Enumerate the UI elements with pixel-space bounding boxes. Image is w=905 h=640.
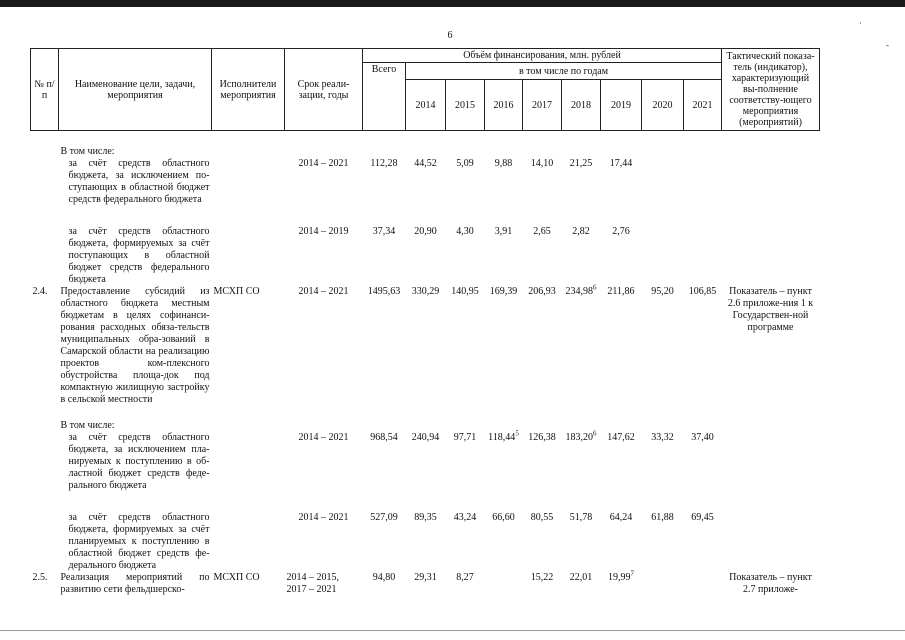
col-header-name: Наименование цели, задачи, мероприятия [59, 49, 212, 131]
row-total: 968,54 [370, 431, 398, 443]
row-period: 2014 – 2021 [298, 157, 349, 169]
row-executor: МСХП СО [213, 285, 260, 297]
row-name: Реализация мероприятий по развитию сети фельдшерско- [60, 571, 210, 595]
scan-speck: · [859, 18, 862, 28]
table-row [31, 131, 820, 158]
row-period: 2014 – 2015, 2017 – 2021 [286, 571, 339, 595]
row-period [285, 131, 363, 158]
row-year-value: 169,39 [489, 285, 518, 297]
row-year-value [446, 406, 485, 432]
table-row [31, 158, 820, 226]
row-year-value: 14,10 [530, 157, 554, 169]
row-executor [212, 158, 285, 226]
row-year-value: 8,27 [456, 571, 474, 583]
row-year-value: 43,24 [453, 511, 477, 523]
scan-speck: - [886, 40, 889, 50]
row-period [285, 406, 363, 432]
row-name: В том числе: [60, 419, 115, 431]
footnote-mark: 5 [515, 429, 519, 438]
row-number [31, 226, 59, 286]
row-year-value: 5,09 [456, 157, 474, 169]
col-header-year: 2021 [684, 80, 722, 131]
row-year-value: 183,20$^6$ [565, 429, 597, 443]
row-total: 94,80 [372, 571, 396, 583]
row-executor [212, 512, 285, 572]
row-number [31, 158, 59, 226]
row-year-value: 29,31 [414, 571, 437, 583]
table-row [31, 572, 820, 602]
row-year-value: 69,45 [691, 511, 714, 523]
row-year-value [601, 406, 642, 432]
row-executor [212, 131, 285, 158]
row-year-value: 2,76 [612, 225, 630, 237]
row-year-value [642, 131, 684, 158]
row-period: 2014 – 2021 [298, 431, 349, 443]
row-year-value: 206,93 [528, 285, 556, 297]
row-year-value: 118,44$^5$ [488, 429, 519, 443]
row-name: за счёт средств областного бюджета, за исключением пла-нируемых к поступлению в об-ластной бюджет средств феде-рального бюджета [68, 431, 210, 491]
row-number [31, 512, 59, 572]
row-name: за счёт средств областного бюджета, за исключением по-ступающих в областной бюджет средств федерального бюджета [68, 157, 210, 205]
row-year-value: 33,32 [651, 431, 674, 443]
row-indicator [722, 131, 820, 158]
row-indicator [722, 406, 820, 432]
row-year-value: 211,86 [607, 285, 635, 297]
financing-table [30, 48, 820, 602]
top-border [0, 0, 905, 7]
row-year-value: 2,65 [533, 225, 551, 237]
row-year-value [684, 406, 722, 432]
table-row [31, 432, 820, 512]
table-row [31, 406, 820, 432]
col-header-year: 2017 [523, 80, 562, 131]
row-year-value [684, 572, 722, 602]
row-indicator [722, 512, 820, 572]
row-total [363, 131, 406, 158]
table-row [31, 512, 820, 572]
row-year-value: 15,22 [530, 571, 554, 583]
row-year-value [642, 158, 684, 226]
col-header-years-group: в том числе по годам [406, 63, 722, 80]
row-year-value [601, 131, 642, 158]
row-year-value: 95,20 [651, 285, 674, 297]
row-name: В том числе: [60, 145, 115, 157]
row-year-value [523, 131, 562, 158]
row-year-value: 44,52 [414, 157, 437, 169]
col-header-year: 2018 [562, 80, 601, 131]
row-number [31, 406, 59, 432]
row-year-value: 97,71 [453, 431, 477, 443]
row-year-value [562, 406, 601, 432]
row-year-value: 106,85 [688, 285, 717, 297]
footnote-mark: 6 [593, 283, 597, 292]
col-header-period: Срок реали-зации, годы [285, 49, 363, 131]
row-indicator: Показатель – пункт 2.7 приложе- [729, 571, 812, 595]
footnote-mark: 7 [630, 569, 634, 578]
row-total: 37,34 [372, 225, 396, 237]
row-year-value: 21,25 [569, 157, 593, 169]
col-header-executors: Исполнители мероприятия [212, 49, 285, 131]
row-period: 2014 – 2019 [298, 225, 349, 237]
row-total [363, 406, 406, 432]
row-year-value [562, 131, 601, 158]
row-executor [212, 406, 285, 432]
row-year-value: 61,88 [651, 511, 674, 523]
row-year-value [406, 406, 446, 432]
col-header-year: 2020 [642, 80, 684, 131]
row-number [31, 432, 59, 512]
col-header-year: 2014 [406, 80, 446, 131]
row-year-value: 147,62 [607, 431, 635, 443]
row-year-value: 64,24 [609, 511, 633, 523]
row-period: 2014 – 2021 [298, 511, 349, 523]
page-number: 6 [447, 30, 453, 41]
row-number: 2.4. [32, 285, 48, 297]
row-year-value [642, 572, 684, 602]
row-year-value: 66,60 [492, 511, 515, 523]
col-header-year: 2015 [446, 80, 485, 131]
row-year-value: 80,55 [530, 511, 554, 523]
row-name: за счёт средств областного бюджета, формируемых за счёт поступающих в областной бюджет средств федерального бюджета [68, 225, 210, 285]
row-year-value: 20,90 [414, 225, 437, 237]
row-year-value: 3,91 [494, 225, 513, 237]
row-year-value: 22,01 [569, 571, 593, 583]
row-year-value [406, 131, 446, 158]
row-year-value: 37,40 [691, 431, 714, 443]
col-header-total: Всего [363, 63, 406, 131]
row-indicator [722, 158, 820, 226]
row-indicator: Показатель – пункт 2.6 приложе-ния 1 к Государствен-ной программе [727, 285, 814, 333]
row-year-value: 126,38 [528, 431, 556, 443]
bottom-border [0, 630, 905, 631]
row-year-value: 89,35 [414, 511, 437, 523]
row-year-value [642, 406, 684, 432]
row-year-value [684, 226, 722, 286]
row-year-value: 4,30 [456, 225, 474, 237]
table-row [31, 286, 820, 406]
row-executor [212, 226, 285, 286]
col-header-year: 2019 [601, 80, 642, 131]
row-year-value [523, 406, 562, 432]
row-indicator [722, 432, 820, 512]
row-year-value [485, 406, 523, 432]
row-number: 2.5. [32, 571, 48, 583]
table-row [31, 226, 820, 286]
row-total: 527,09 [370, 511, 398, 523]
row-year-value [684, 158, 722, 226]
row-year-value: 234,98$^6$ [565, 283, 597, 297]
col-header-indicator: Тактический показа-тель (индикатор), характеризующий вы-полнение соответству-ющего мероприятия (мероприятий) [722, 49, 820, 131]
row-executor: МСХП СО [213, 571, 260, 583]
row-total: 1495,63 [367, 285, 401, 297]
row-year-value: 51,78 [569, 511, 593, 523]
row-year-value [684, 131, 722, 158]
row-indicator [722, 226, 820, 286]
row-year-value: 2,82 [572, 225, 590, 237]
row-year-value: 17,44 [609, 157, 633, 169]
row-year-value [485, 131, 523, 158]
row-year-value: 330,29 [411, 285, 440, 297]
row-year-value: 9,88 [494, 157, 513, 169]
col-header-number: № п/п [31, 49, 59, 131]
row-year-value: 240,94 [411, 431, 440, 443]
row-executor [212, 432, 285, 512]
col-header-year: 2016 [485, 80, 523, 131]
row-year-value [642, 226, 684, 286]
col-header-funding: Объём финансирования, млн. рублей [363, 49, 722, 63]
row-total: 112,28 [370, 157, 398, 169]
row-year-value: 19,99$^7$ [608, 569, 634, 583]
row-name: Предоставление субсидий из областного бюджета местным бюджетам в целях софинанси-рования расходных обяза-тельств муниципальных обра-зований в Самарской области на реализацию проектов ком-плексного обустройства площа-док под компактную жилищную застройку в сельской местности [60, 285, 210, 405]
row-year-value: 140,95 [451, 285, 479, 297]
row-period: 2014 – 2021 [298, 285, 349, 297]
row-name: за счёт средств областного бюджета, формируемых за счёт планируемых к поступлению в областной бюджет средств фе-дерального бюджета [68, 511, 210, 571]
row-year-value [485, 572, 523, 602]
footnote-mark: 6 [593, 429, 597, 438]
row-number [31, 131, 59, 158]
row-year-value [446, 131, 485, 158]
